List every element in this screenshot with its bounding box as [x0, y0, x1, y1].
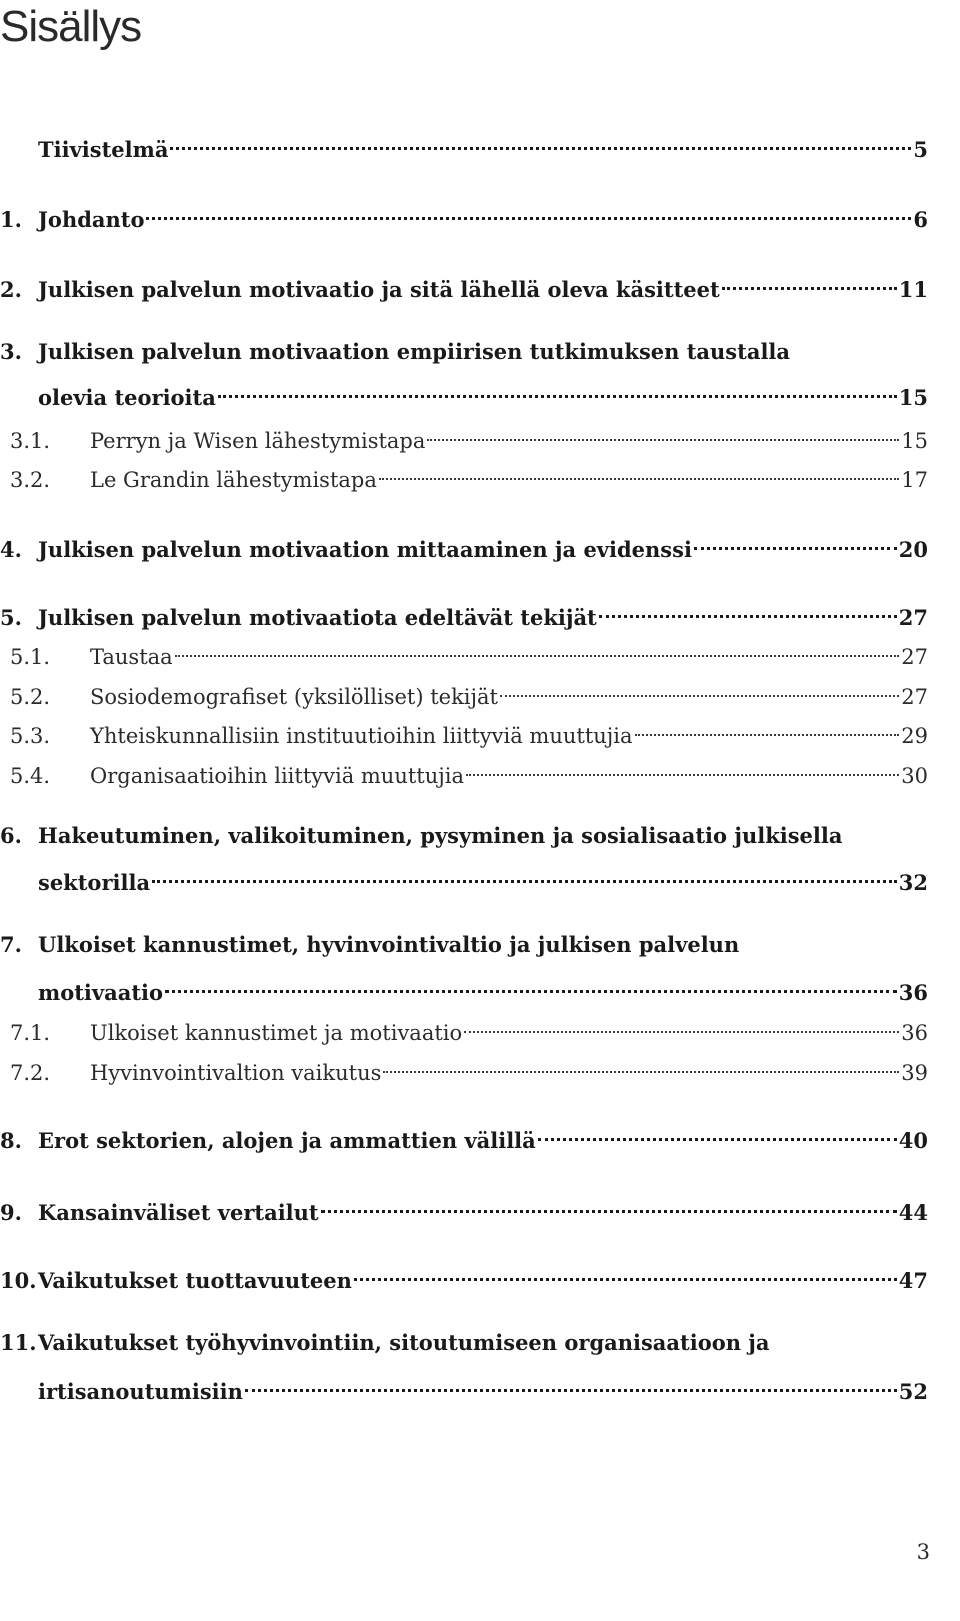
toc-entry-page: 27 [901, 645, 928, 669]
toc-entry-page: 32 [898, 870, 928, 895]
dot-leader [218, 375, 897, 405]
toc-entry-title: Kansainväliset vertailut [38, 1200, 319, 1225]
toc-entry[interactable] [0, 970, 928, 1005]
page-number: 3 [916, 1540, 930, 1564]
toc-subentry[interactable] [0, 674, 928, 709]
toc-entry-page: 40 [898, 1128, 928, 1153]
toc-entry-title: olevia teorioita [38, 385, 216, 410]
toc-entry-number: 5.1. [10, 645, 51, 669]
dot-leader [466, 753, 899, 783]
toc-entry-title: Tiivistelmä [38, 137, 169, 162]
toc-entry[interactable] [0, 375, 928, 410]
toc-entry[interactable] [0, 595, 928, 630]
toc-entry-page: 15 [898, 385, 928, 410]
toc-entry-page: 27 [898, 605, 928, 630]
toc-subentry[interactable] [0, 634, 928, 669]
toc-subentry[interactable] [0, 457, 928, 492]
toc-entry[interactable] [0, 930, 928, 960]
toc-entry[interactable] [0, 527, 928, 562]
toc-entry-title: Erot sektorien, alojen ja ammattien välillä [38, 1128, 536, 1153]
dot-leader [599, 595, 897, 625]
toc-entry[interactable] [0, 197, 928, 232]
toc-entry-title: Sosiodemografiset (yksilölliset) tekijät [90, 685, 498, 709]
dot-leader [383, 1050, 899, 1080]
toc-entry-number: 9. [0, 1200, 22, 1225]
toc-entry-page: 36 [901, 1021, 928, 1045]
dot-leader [464, 1010, 899, 1040]
dot-leader [538, 1118, 897, 1148]
toc-entry-number: 5.2. [10, 685, 51, 709]
toc-entry-title: irtisanoutumisiin [38, 1379, 243, 1404]
dot-leader [635, 713, 900, 743]
toc-entry[interactable] [0, 860, 928, 895]
toc-entry-number: 8. [0, 1128, 22, 1153]
dot-leader [170, 127, 911, 157]
dot-leader [152, 860, 897, 890]
toc-entry-number: 7.2. [10, 1061, 51, 1085]
toc-entry-page: 27 [901, 685, 928, 709]
toc-entry-page: 11 [898, 277, 928, 302]
toc-entry-title: Ulkoiset kannustimet, hyvinvointivaltio ja julkisen palvelun [38, 932, 740, 957]
toc-entry-title: Johdanto [38, 207, 145, 232]
toc-entry[interactable] [0, 821, 928, 851]
toc-entry-page: 6 [913, 207, 928, 232]
toc-entry-number: 5. [0, 605, 22, 630]
toc-entry-number: 3.2. [10, 468, 51, 492]
toc-entry-title: Julkisen palvelun motivaation empiirisen tutkimuksen taustalla [38, 339, 791, 364]
dot-leader [146, 197, 911, 227]
toc-subentry[interactable] [0, 418, 928, 453]
toc-entry-title: Hyvinvointivaltion vaikutus [90, 1061, 382, 1085]
toc-entry-number: 7. [0, 932, 22, 957]
toc-entry-page: 36 [898, 980, 928, 1005]
dot-leader [379, 457, 899, 487]
toc-entry-page: 5 [913, 137, 928, 162]
toc-entry-title: Organisaatioihin liittyviä muuttujia [90, 764, 465, 788]
toc-entry-page: 39 [901, 1061, 928, 1085]
dot-leader [175, 634, 900, 664]
toc-entry-title: Perryn ja Wisen lähestymistapa [90, 429, 426, 453]
dot-leader [321, 1190, 897, 1220]
dot-leader [694, 527, 897, 557]
toc-entry-title: motivaatio [38, 980, 164, 1005]
toc-entry[interactable] [0, 267, 928, 302]
toc-entry-number: 1. [0, 207, 22, 232]
toc-entry-title: Taustaa [90, 645, 173, 669]
toc-entry-number: 3. [0, 339, 22, 364]
toc-entry[interactable] [0, 127, 928, 162]
page-title: Sisällys [0, 2, 142, 51]
toc-subentry[interactable] [0, 753, 928, 788]
toc-entry-title: Julkisen palvelun motivaation mittaaminen ja evidenssi [38, 537, 692, 562]
toc-entry-page: 17 [901, 468, 928, 492]
toc-entry-number: 5.4. [10, 764, 51, 788]
toc-entry-number: 6. [0, 823, 22, 848]
toc-entry-title: Vaikutukset työhyvinvointiin, sitoutumiseen organisaatioon ja [38, 1330, 770, 1355]
toc-entry[interactable] [0, 337, 928, 367]
toc-entry-title: Julkisen palvelun motivaatiota edeltävät tekijät [38, 605, 597, 630]
dot-leader [245, 1369, 897, 1399]
toc-entry-number: 11. [0, 1330, 37, 1355]
toc-entry-page: 20 [898, 537, 928, 562]
toc-entry[interactable] [0, 1328, 928, 1358]
toc-entry[interactable] [0, 1190, 928, 1225]
toc-entry-title: Le Grandin lähestymistapa [90, 468, 377, 492]
toc-entry-number: 10. [0, 1268, 37, 1293]
toc-entry-number: 3.1. [10, 429, 51, 453]
toc-entry-title: Hakeutuminen, valikoituminen, pysyminen ja sosialisaatio julkisella [38, 823, 843, 848]
toc-entry[interactable] [0, 1258, 928, 1293]
toc-entry-number: 2. [0, 277, 22, 302]
toc-entry-page: 30 [901, 764, 928, 788]
toc-entry-title: Ulkoiset kannustimet ja motivaatio [90, 1021, 463, 1045]
toc-entry-page: 52 [898, 1379, 928, 1404]
toc-entry-page: 47 [898, 1268, 928, 1293]
toc-entry-number: 7.1. [10, 1021, 51, 1045]
toc-entry-title: sektorilla [38, 870, 151, 895]
toc-entry-page: 29 [901, 724, 928, 748]
dot-leader [500, 674, 899, 704]
dot-leader [354, 1258, 897, 1288]
toc-entry-page: 44 [898, 1200, 928, 1225]
toc-entry-number: 5.3. [10, 724, 51, 748]
toc-subentry[interactable] [0, 1050, 928, 1085]
toc-entry-title: Julkisen palvelun motivaatio ja sitä lähellä oleva käsitteet [38, 277, 720, 302]
dot-leader [722, 267, 897, 297]
dot-leader [165, 970, 897, 1000]
toc-entry-number: 4. [0, 537, 22, 562]
toc-subentry[interactable] [0, 1010, 928, 1045]
toc-entry[interactable] [0, 1118, 928, 1153]
toc-entry-title: Vaikutukset tuottavuuteen [38, 1268, 352, 1293]
toc-entry[interactable] [0, 1369, 928, 1404]
toc-entry-page: 15 [901, 429, 928, 453]
toc-entry-title: Yhteiskunnallisiin instituutioihin liittyviä muuttujia [90, 724, 633, 748]
toc-subentry[interactable] [0, 713, 928, 748]
dot-leader [427, 418, 899, 448]
